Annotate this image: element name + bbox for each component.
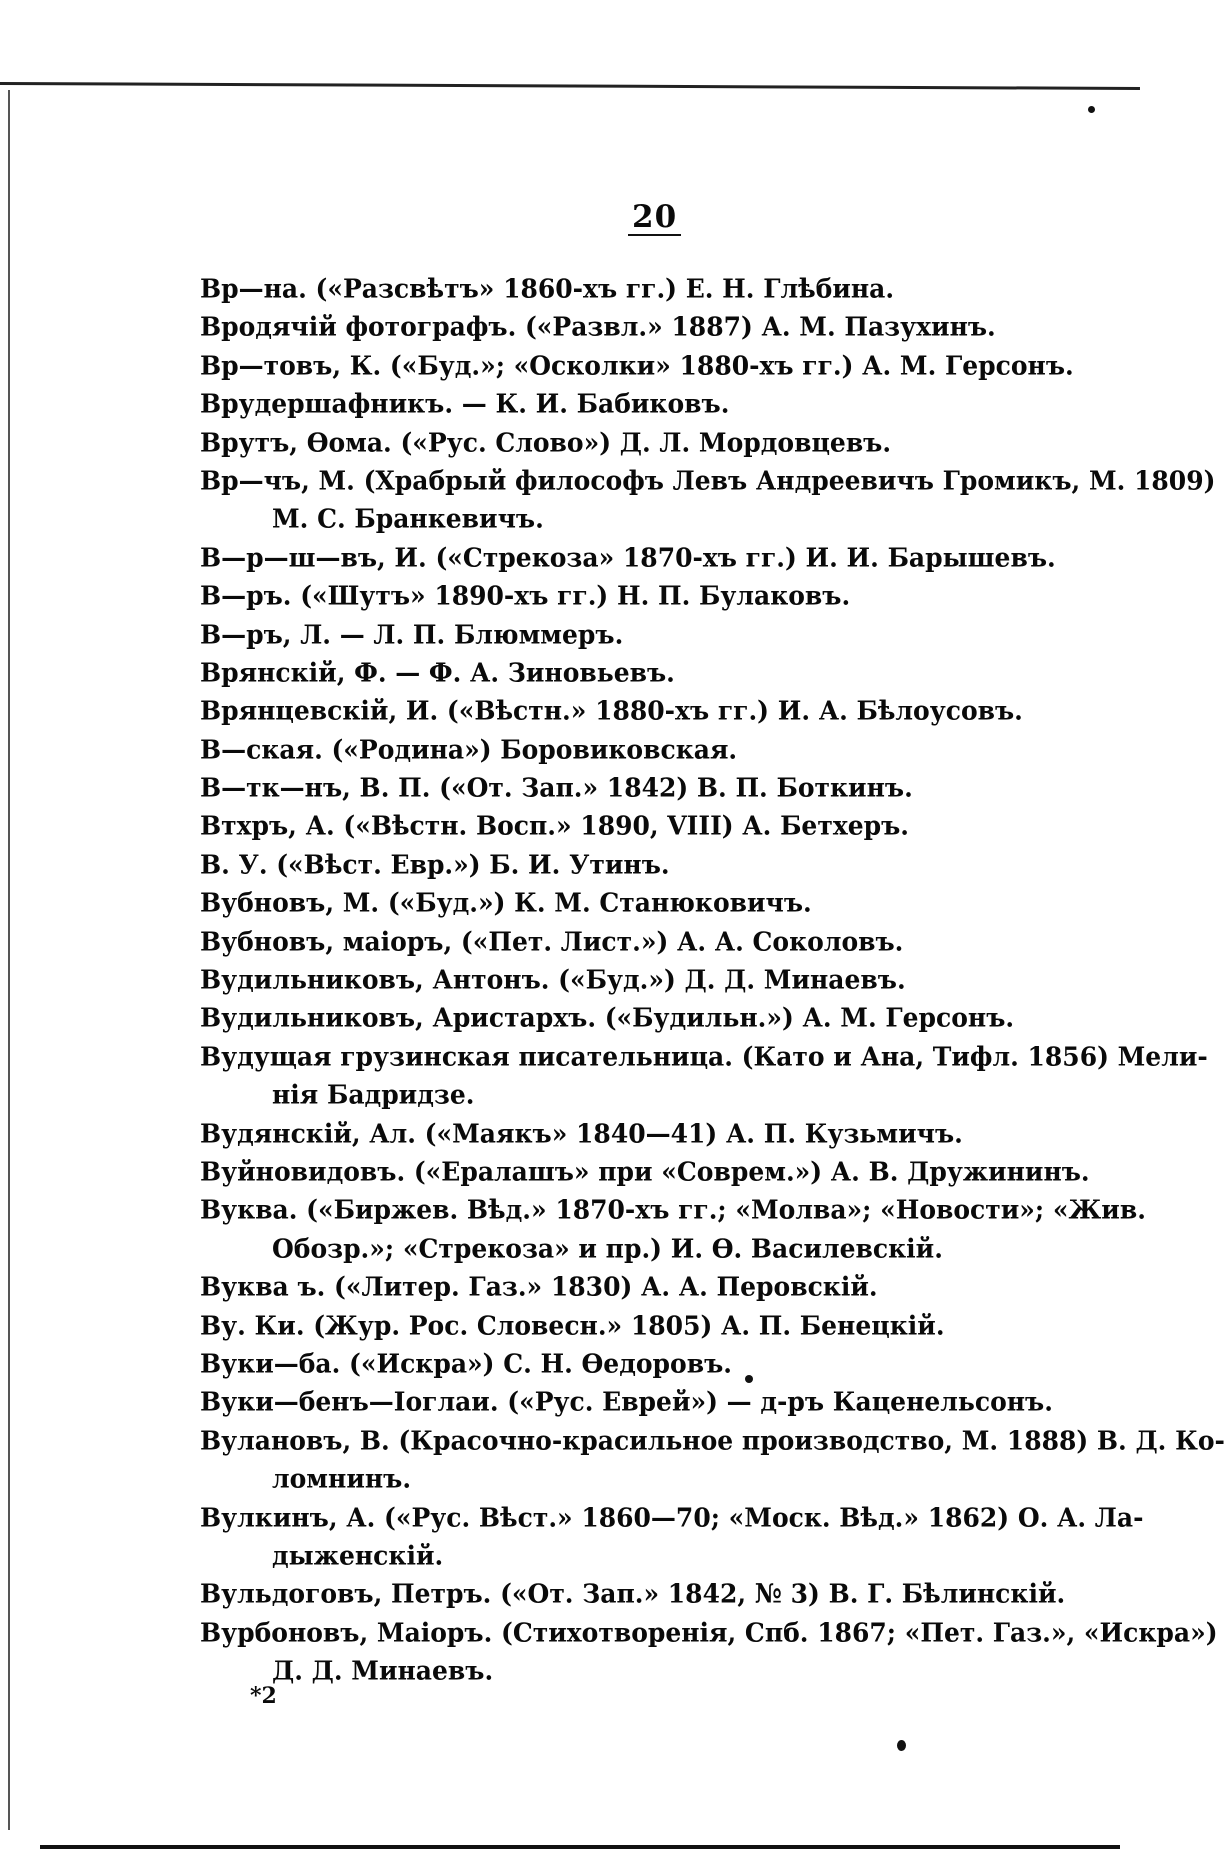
entry-line: Ву. Ки. (Жур. Рос. Словесн.» 1805) А. П. Бенецкій.	[200, 1309, 945, 1341]
entry-line: Вудильниковъ, Антонъ. («Буд.») Д. Д. Минаевъ.	[200, 964, 906, 995]
entry-line: Вулановъ, В. (Красочно-красильное производство, М. 1888) В. Д. Ко-	[200, 1424, 1225, 1456]
entry-continuation: ломнинъ.	[272, 1463, 412, 1494]
entry-list	[200, 270, 1225, 1690]
entry-line: В—ская. («Родина») Боровиковская.	[200, 733, 738, 765]
entry-line: Вудянскій, Ал. («Маякъ» 1840—41) А. П. Кузьмичъ.	[200, 1117, 963, 1149]
entry-continuation: Д. Д. Минаевъ.	[272, 1655, 494, 1686]
entry-line: Вр—на. («Разсвѣтъ» 1860-хъ гг.) Е. Н. Глѣбина.	[200, 273, 895, 304]
entry-line: Вуки—бенъ—Іоглаи. («Рус. Еврей») — д-ръ Каценельсонъ.	[200, 1386, 1053, 1418]
entry-line: В—ръ. («Шутъ» 1890-хъ гг.) Н. П. Булаковъ.	[200, 580, 851, 611]
entry-line: В. У. («Вѣст. Евр.») Б. И. Утинъ.	[200, 848, 670, 880]
ink-speck	[1088, 106, 1095, 113]
entry-line: В—р—ш—въ, И. («Стрекоза» 1870-хъ гг.) И. И. Барышевъ.	[200, 541, 1056, 573]
ink-speck	[745, 1375, 753, 1383]
entry-continuation: М. С. Бранкевичъ.	[272, 503, 544, 535]
entry-line: Вубновъ, М. («Буд.») К. М. Станюковичъ.	[200, 887, 812, 919]
entry-line: Врудершафникъ. — К. И. Бабиковъ.	[200, 388, 730, 420]
entry-line: Врянцевскій, И. («Вѣстн.» 1880-хъ гг.) И. А. Бѣлоусовъ.	[200, 695, 1023, 727]
entry-line: В—ръ, Л. — Л. П. Блюммеръ.	[200, 618, 624, 650]
top-border-rule	[0, 82, 1140, 90]
entry-line: Вурбоновъ, Маіоръ. (Стихотворенія, Спб. 1867; «Пет. Газ.», «Искра»)	[200, 1616, 1218, 1648]
left-border-rule	[8, 90, 10, 1830]
footnote-mark: *2	[250, 1683, 277, 1709]
entry-line: В—тк—нъ, В. П. («От. Зап.» 1842) В. П. Боткинъ.	[200, 772, 913, 803]
entry-line: Вр—чъ, М. (Храбрый философъ Левъ Андреевичъ Громикъ, М. 1809)	[200, 465, 1216, 496]
entry-continuation: Обозр.»; «Стрекоза» и пр.) И. Ѳ. Василевскій.	[272, 1232, 943, 1264]
entry-line: Вуки—ба. («Искра») С. Н. Ѳедоровъ.	[200, 1348, 732, 1379]
entry-line: Врянскій, Ф. — Ф. А. Зиновьевъ.	[200, 656, 675, 688]
entry-line: Втхръ, А. («Вѣстн. Восп.» 1890, VIII) А. Бетхеръ.	[200, 810, 909, 842]
entry-line: Вудущая грузинская писательница. (Като и Ана, Тифл. 1856) Мели-	[200, 1040, 1208, 1072]
entry-line: Вр—товъ, К. («Буд.»; «Осколки» 1880-хъ гг.) А. М. Герсонъ.	[200, 349, 1074, 381]
ink-speck	[897, 1740, 906, 1751]
entry-line: Вуква ъ. («Литер. Газ.» 1830) А. А. Перовскій.	[200, 1271, 878, 1302]
entry-line: Вуква. («Биржев. Вѣд.» 1870-хъ гг.; «Молва»; «Новости»; «Жив.	[200, 1194, 1146, 1226]
entry-line: Врутъ, Ѳома. («Рус. Слово») Д. Л. Мордовцевъ.	[200, 426, 892, 458]
entry-line: Вубновъ, маіоръ, («Пет. Лист.») А. А. Соколовъ.	[200, 925, 904, 957]
bottom-border-rule	[40, 1845, 1120, 1849]
page-number: 20	[628, 200, 681, 236]
entry-line: Вудильниковъ, Аристархъ. («Будильн.») А. М. Герсонъ.	[200, 1002, 1015, 1034]
entry-continuation: дыженскій.	[272, 1539, 444, 1571]
entry-line: Вуйновидовъ. («Ералашъ» при «Соврем.») А. В. Дружининъ.	[200, 1156, 1090, 1187]
entry-continuation: нія Бадридзе.	[272, 1079, 475, 1111]
entry-line: Вулкинъ, А. («Рус. Вѣст.» 1860—70; «Моск. Вѣд.» 1862) О. А. Ла-	[200, 1501, 1144, 1533]
entry-line: Вульдоговъ, Петръ. («От. Зап.» 1842, № 3) В. Г. Бѣлинскій.	[200, 1578, 1066, 1610]
entry-line: Вродячій фотографъ. («Развл.» 1887) А. М. Пазухинъ.	[200, 311, 996, 343]
